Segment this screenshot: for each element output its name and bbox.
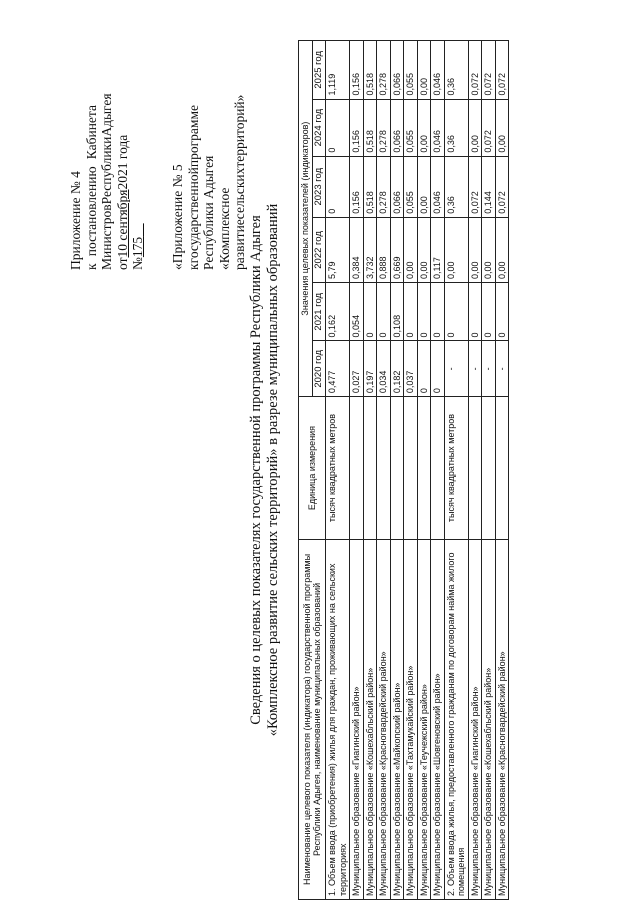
value-cell: 0,117 (431, 217, 445, 282)
indicator-name-cell: Муниципальное образование «Шовгеновский район» (431, 539, 445, 899)
unit-cell (417, 397, 431, 540)
appendix-5-word: к (185, 263, 201, 270)
appendix-5-line4 (232, 94, 248, 270)
unit-cell (404, 397, 418, 540)
value-cell: 0,00 (417, 217, 431, 282)
appendix-5-block (170, 94, 248, 270)
appendix-4-word: Министров (99, 204, 114, 270)
indicator-name-cell: Муниципальное образование «Красногвардейский район» (377, 539, 391, 899)
appendix-5-word: развитие (232, 219, 247, 270)
value-cell: 0,00 (417, 41, 431, 100)
header-year: 2020 год (312, 341, 326, 397)
table-row (482, 41, 496, 900)
document-title-line: Сведения о целевых показателях государственной программы Республики Адыгея (248, 215, 264, 725)
unit-cell (431, 397, 445, 540)
table-row (404, 41, 418, 900)
indicator-name-cell: Муниципальное образование «Теучежский район» (417, 539, 431, 899)
value-cell: 0,156 (350, 99, 364, 156)
header-year: 2021 год (312, 283, 326, 341)
appendix-5-word: программе (185, 105, 201, 168)
value-cell: 0,00 (417, 99, 431, 156)
table-row (495, 41, 509, 900)
value-cell: 0,278 (377, 99, 391, 156)
value-cell: 0,888 (377, 217, 391, 282)
value-cell: 0,055 (404, 41, 418, 100)
table-row (431, 41, 445, 900)
indicator-name-cell: Муниципальное образование «Кошехабльский район» (363, 539, 377, 899)
value-cell: 0,00 (468, 217, 482, 282)
indicator-name-cell: Муниципальное образование «Майкопский район» (390, 539, 404, 899)
value-cell: 0 (431, 341, 445, 397)
table-row (326, 41, 350, 900)
indicators-table (298, 40, 509, 900)
unit-cell (468, 397, 482, 540)
value-cell: 0,054 (350, 283, 364, 341)
appendix-4-word: Адыгея (99, 93, 114, 137)
value-cell: 5,79 (326, 217, 350, 282)
value-cell: 0,00 (495, 217, 509, 282)
table-row (468, 41, 482, 900)
table-row (377, 41, 391, 900)
appendix-4-word: Республики (99, 136, 114, 205)
value-cell: - (444, 341, 468, 397)
value-cell: 0,046 (431, 99, 445, 156)
unit-cell: тысяч квадратных метров (444, 397, 468, 540)
header-name: Наименование целевого показателя (индикатора) государственной программы Республики Адыгея, наименование муниципальных образований (299, 539, 326, 899)
value-cell: 0,518 (363, 156, 377, 217)
header-year: 2025 год (312, 41, 326, 100)
value-cell: 0,36 (444, 99, 468, 156)
value-cell: 0,156 (350, 41, 364, 100)
appendix-4-line3 (99, 93, 115, 270)
appendix-4-block (68, 93, 146, 270)
value-cell: 0,072 (495, 41, 509, 100)
value-cell: - (468, 341, 482, 397)
indicator-name-cell: 2. Объем ввода жилья, предоставленного гражданам по договорам найма жилого помещения (444, 539, 468, 899)
appendix-5-title: «Приложение № 5 (170, 164, 185, 270)
value-cell: - (482, 341, 496, 397)
value-cell: 0 (363, 283, 377, 341)
value-cell: 0 (404, 283, 418, 341)
value-cell: 0,278 (377, 41, 391, 100)
unit-cell (482, 397, 496, 540)
indicator-name-cell: Муниципальное образование «Кошехабльский район» (482, 539, 496, 899)
value-cell: 0 (444, 283, 468, 341)
value-cell: 0,518 (363, 41, 377, 100)
value-cell: 0,00 (482, 217, 496, 282)
unit-cell (363, 397, 377, 540)
value-cell: 0 (417, 283, 431, 341)
value-cell: 0,027 (350, 341, 364, 397)
value-cell: 0,144 (482, 156, 496, 217)
header-unit: Единица измерения (299, 397, 326, 540)
value-cell: 0,034 (377, 341, 391, 397)
value-cell: 0 (468, 283, 482, 341)
value-cell: 0,162 (326, 283, 350, 341)
date-filled: 10 сентября (114, 189, 130, 258)
value-cell: 0,046 (431, 156, 445, 217)
value-cell: 0,669 (390, 217, 404, 282)
value-cell: 0,055 (404, 156, 418, 217)
value-cell: 0,072 (495, 156, 509, 217)
appendix-4-word: постановлению (83, 166, 99, 257)
value-cell: 0 (431, 283, 445, 341)
table-header-row (299, 41, 313, 900)
indicator-name-cell: 1. Объем ввода (приобретения) жилья для граждан, проживающих на сельских территориях (326, 539, 350, 899)
value-cell: 0 (326, 99, 350, 156)
value-cell: 0,197 (363, 341, 377, 397)
value-cell: 0,00 (444, 217, 468, 282)
header-values-group: Значения целевых показателей (индикаторов) (299, 41, 313, 397)
table-body (326, 41, 509, 900)
value-cell: 0,477 (326, 341, 350, 397)
unit-cell (350, 397, 364, 540)
date-suffix: 2021 года № (114, 134, 145, 270)
date-prefix: от (114, 257, 130, 270)
header-year: 2023 год (312, 156, 326, 217)
table-row (363, 41, 377, 900)
value-cell: 0,00 (468, 99, 482, 156)
appendix-4-word: к (83, 263, 99, 270)
value-cell: 0,072 (468, 156, 482, 217)
appendix-5-word: территорий» (232, 94, 247, 168)
value-cell: 0,066 (390, 99, 404, 156)
value-cell: 0,182 (390, 341, 404, 397)
appendix-5-word: сельских (232, 167, 247, 220)
unit-cell (495, 397, 509, 540)
appendix-5-word: государственной (185, 167, 201, 264)
value-cell: 0,00 (417, 156, 431, 217)
indicator-name-cell: Муниципальное образование «Гиагинский район» (350, 539, 364, 899)
value-cell: 0,00 (495, 99, 509, 156)
value-cell: 0,384 (350, 217, 364, 282)
value-cell: 1,119 (326, 41, 350, 100)
decree-number: 175 (130, 236, 145, 258)
value-cell: 0 (482, 283, 496, 341)
table-row (350, 41, 364, 900)
value-cell: 0,00 (404, 217, 418, 282)
appendix-4-word: Кабинета (83, 105, 99, 160)
header-year: 2022 год (312, 217, 326, 282)
indicator-name-cell: Муниципальное образование «Тахтамукайский район» (404, 539, 418, 899)
unit-cell (390, 397, 404, 540)
value-cell: 0 (417, 341, 431, 397)
value-cell: 0 (495, 283, 509, 341)
indicator-name-cell: Муниципальное образование «Гиагинский район» (468, 539, 482, 899)
appendix-4-line2 (84, 105, 100, 270)
value-cell: 0,072 (468, 41, 482, 100)
value-cell: - (495, 341, 509, 397)
document-title-line: «Комплексное развитие сельских территорий» в разрезе муниципальных образований (265, 203, 281, 737)
appendix-4-date-line (115, 105, 146, 270)
indicator-name-cell: Муниципальное образование «Красногвардейский район» (495, 539, 509, 899)
value-cell: 0,037 (404, 341, 418, 397)
document-title (248, 40, 282, 900)
value-cell: 0,156 (350, 156, 364, 217)
value-cell: 0,066 (390, 156, 404, 217)
table-row (390, 41, 404, 900)
value-cell: 0,066 (390, 41, 404, 100)
header-year: 2024 год (312, 99, 326, 156)
value-cell: 0,36 (444, 156, 468, 217)
value-cell: 3,732 (363, 217, 377, 282)
unit-cell: тысяч квадратных метров (326, 397, 350, 540)
value-cell: 0,278 (377, 156, 391, 217)
value-cell: 0 (326, 156, 350, 217)
value-cell: 0,046 (431, 41, 445, 100)
value-cell: 0,108 (390, 283, 404, 341)
unit-cell (377, 397, 391, 540)
value-cell: 0,072 (482, 99, 496, 156)
table-row (417, 41, 431, 900)
value-cell: 0,518 (363, 99, 377, 156)
value-cell: 0,072 (482, 41, 496, 100)
appendix-5-line2 (186, 105, 202, 270)
appendix-5-line3: Республики Адыгея «Комплексное (201, 155, 232, 270)
value-cell: 0,36 (444, 41, 468, 100)
value-cell: 0,055 (404, 99, 418, 156)
table-row (444, 41, 468, 900)
value-cell: 0 (377, 283, 391, 341)
appendix-4-title: Приложение № 4 (68, 171, 83, 270)
